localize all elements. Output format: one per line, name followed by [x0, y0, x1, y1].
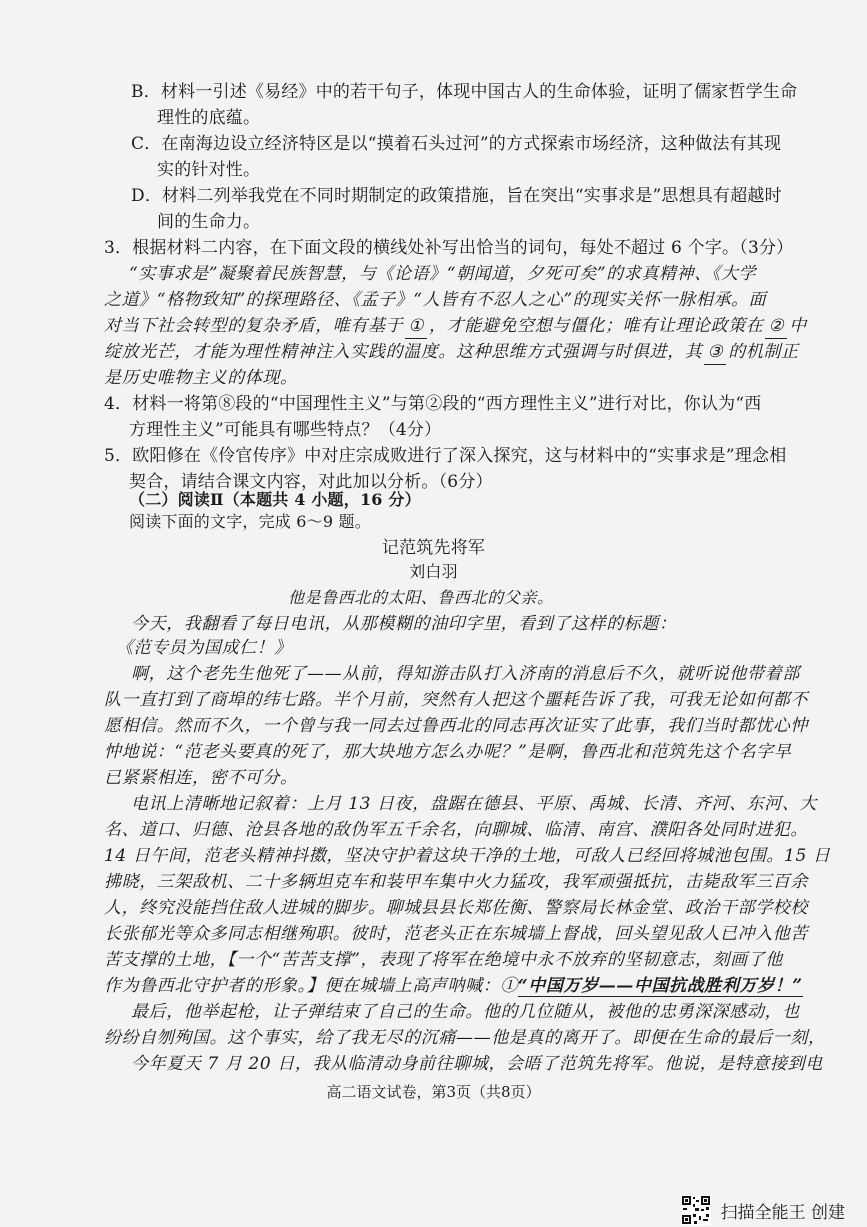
article-line: 拂晓，三架敌机、二十多辆坦克车和装甲车集中火力猛攻，我军顽强抵抗，击毙敌军三百余	[104, 872, 808, 892]
question-5-line-2: 契合，请结合课文内容，对此加以分析。（6分）	[129, 472, 493, 492]
blank-1[interactable]: ①	[405, 314, 427, 339]
question-3-prompt: 3．根据材料二内容，在下面文段的横线处补写出恰当的词句，每处不超过 6 个字。（3分）	[104, 238, 794, 258]
article-line: 今天，我翻看了每日电讯，从那模糊的油印字里，看到了这样的标题：	[131, 614, 677, 634]
option-c-line-1: C．在南海边设立经济特区是以“摸着石头过河”的方式探索市场经济，这种做法有其现	[131, 134, 782, 154]
question-3-passage-line-1: “实事求是”凝聚着民族智慧，与《论语》“朝闻道，夕死可矣”的求真精神、《大学	[129, 264, 757, 284]
blank-3[interactable]: ③	[704, 340, 726, 365]
article-line: 名、道口、归德、沧县各地的敌伪军五千余名，向聊城、临清、南宫、濮阳各处同时进犯。	[104, 820, 808, 840]
shout-marker: ①	[500, 976, 518, 996]
question-3-passage-line-4: 绽放光芒，才能为理性精神注入实践的温度。这种思维方式强调与时俱进，其 ③ 的机制正	[104, 340, 799, 365]
article-line: 今年夏天 7 月 20 日，我从临清动身前往聊城，会晤了范筑先将军。他说，是特意接到电	[131, 1054, 823, 1074]
article-author: 刘白羽	[409, 562, 458, 581]
option-b-line-1: B．材料一引述《易经》中的若干句子，体现中国古人的生命体验，证明了儒家哲学生命	[131, 82, 798, 102]
article-line: 《范专员为国成仁！》	[116, 638, 292, 658]
article-title: 记范筑先将军	[381, 538, 486, 558]
article-line: 苦支撑的土地，【一个“苦苦支撑”，表现了将军在绝境中永不放弃的坚韧意志，刻画了他	[104, 950, 783, 970]
watermark-text: 扫描全能王 创建	[720, 1202, 845, 1223]
question-4-line-1: 4．材料一将第⑧段的“中国理性主义”与第②段的“西方理性主义”进行对比，你认为“西	[104, 394, 762, 414]
question-3-passage-line-2: 之道》“格物致知”的探理路径、《孟子》“人皆有不忍人之心”的现实关怀一脉相承。面	[104, 290, 767, 310]
qr-code-icon	[681, 1195, 711, 1225]
article-line: 最后，他举起枪，让子弹结束了自己的生命。他的几位随从，被他的忠勇深深感动，也	[131, 1002, 800, 1022]
option-d-line-2: 间的生命力。	[157, 212, 261, 232]
section-2-heading: （二）阅读Ⅱ（本题共 4 小题，16 分）	[129, 490, 421, 509]
article-epigraph: 他是鲁西北的太阳、鲁西北的父亲。	[288, 588, 554, 607]
blank-2[interactable]: ②	[765, 314, 787, 339]
article-line: 长张郁光等众多同志相继殉职。彼时，范老头正在东城墙上督战，回头望见敌人已冲入他苦	[104, 924, 808, 944]
option-d-line-1: D．材料二列举我党在不同时期制定的政策措施，旨在突出“实事求是”思想具有超越时	[131, 186, 782, 206]
option-b-line-2: 理性的底蕴。	[157, 108, 261, 128]
article-line: 纷纷自刎殉国。这个事实，给了我无尽的沉痛——他是真的离开了。即便在生命的最后一刻，	[104, 1028, 826, 1048]
article-line: 电讯上清晰地记叙着：上月 13 日夜，盘踞在德县、平原、禹城、长清、齐河、东河、大	[131, 794, 818, 814]
question-4-line-2: 方理性主义”可能具有哪些特点？（4分）	[129, 420, 442, 440]
section-2-instruction: 阅读下面的文字，完成 6～9 题。	[129, 512, 371, 531]
question-5-line-1: 5．欧阳修在《伶官传序》中对庄宗成败进行了深入探究，这与材料中的“实事求是”理念相	[104, 446, 787, 466]
article-line-with-shout: 作为鲁西北守护者的形象。】便在城墙上高声呐喊：①“中国万岁——中国抗战胜利万岁！”	[104, 976, 803, 996]
article-line: 已紧紧相连，密不可分。	[104, 768, 298, 788]
article-line: 队一直打到了商埠的纬七路。半个月前，突然有人把这个噩耗告诉了我，可我无论如何都不	[104, 690, 808, 710]
question-3-passage-line-3: 对当下社会转型的复杂矛盾，唯有基于 ① ，才能避免空想与僵化；唯有让理论政策在 ② 中	[104, 314, 807, 339]
article-line: 忡地说：“范老头要真的死了，那大块地方怎么办呢？”是啊，鲁西北和范筑先这个名字早	[104, 742, 792, 762]
underlined-shout: “中国万岁——中国抗战胜利万岁！”	[517, 976, 803, 996]
article-line: 愿相信。然而不久，一个曾与我一同去过鲁西北的同志再次证实了此事，我们当时都忧心忡	[104, 716, 808, 736]
article-line: 14 日午间，范老头精神抖擞，坚决守护着这块干净的土地，可敌人已经回将城池包围。15 日	[104, 846, 831, 866]
article-line: 啊，这个老先生他死了——从前，得知游击队打入济南的消息后不久，就听说他带着部	[131, 664, 800, 684]
page-footer: 高二语文试卷，第3页（共8页）	[326, 1083, 541, 1101]
question-3-passage-line-5: 是历史唯物主义的体现。	[104, 368, 298, 388]
article-line: 人，终究没能挡住敌人进城的脚步。聊城县县长郑佐衡、警察局长林金堂、政治干部学校校	[104, 898, 808, 918]
scanner-watermark	[681, 1196, 845, 1224]
option-c-line-2: 实的针对性。	[157, 160, 261, 180]
